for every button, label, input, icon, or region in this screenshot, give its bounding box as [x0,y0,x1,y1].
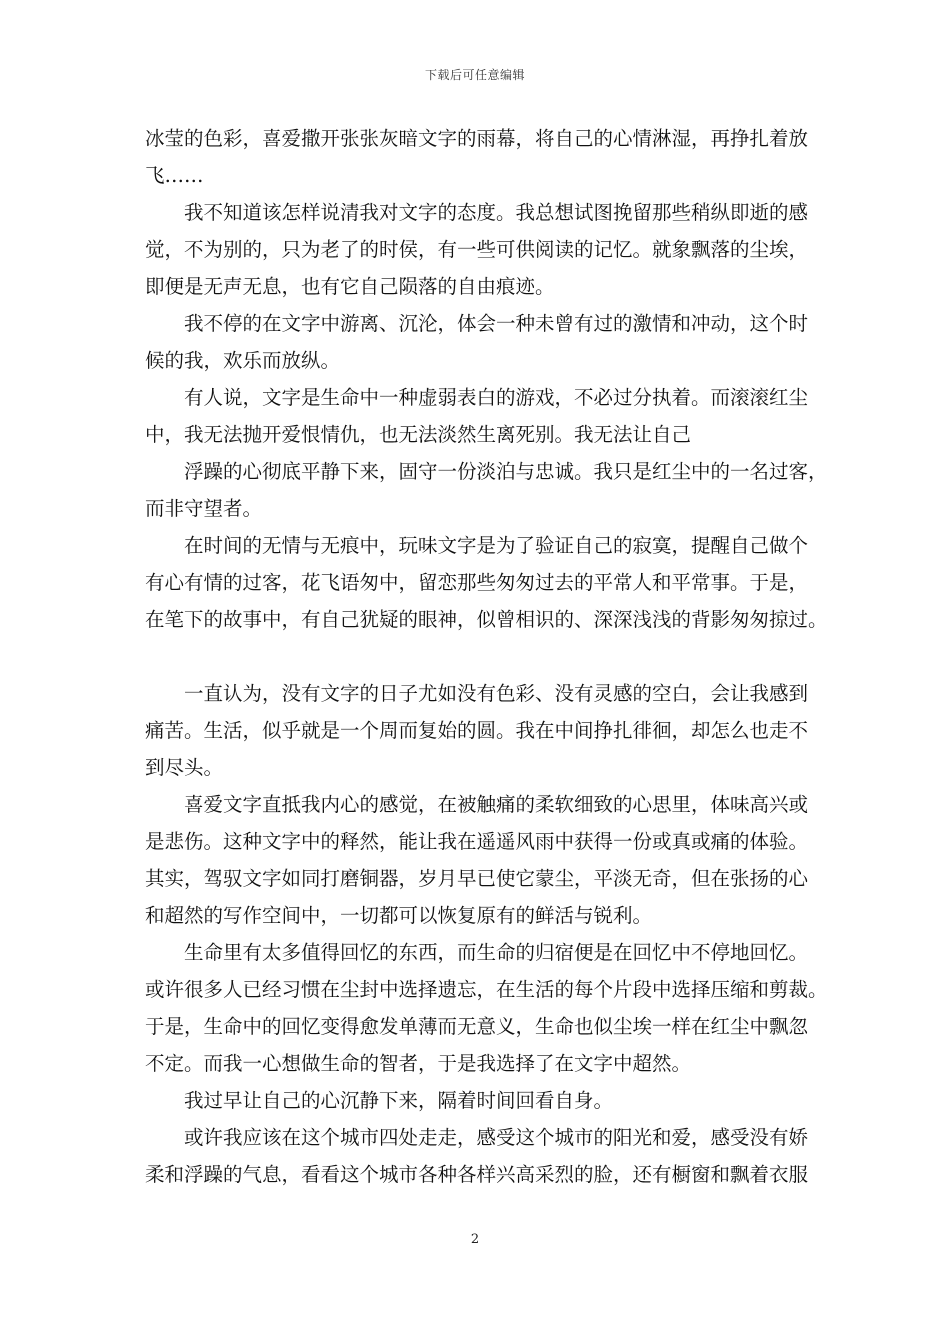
text-line: 或许我应该在这个城市四处走走，感受这个城市的阳光和爱，感受没有娇 [184,1126,809,1149]
text-line: 有心有情的过客，花飞语匆中，留恋那些匆匆过去的平常人和平常事。于是， [145,571,809,594]
text-line: 在时间的无情与无痕中，玩味文字是为了验证自己的寂寞，提醒自己做个 [184,534,809,557]
text-line: 其实，驾驭文字如同打磨铜器，岁月早已使它蒙尘，平淡无奇，但在张扬的心 [145,867,809,890]
text-line: 浮躁的心彻底平静下来，固守一份淡泊与忠诚。我只是红尘中的一名过客， [184,460,828,483]
text-line: 到尽头。 [145,756,224,779]
text-line: 觉，不为别的，只为老了的时侯，有一些可供阅读的记忆。就象飘落的尘埃， [145,238,809,261]
text-line: 我过早让自己的心沉静下来，隔着时间回看自身。 [184,1089,614,1112]
text-line: 是悲伤。这种文字中的释然，能让我在遥遥风雨中获得一份或真或痛的体验。 [145,830,809,853]
text-line: 候的我，欢乐而放纵。 [145,349,341,372]
blank-line [145,638,810,675]
page-header: 下载后可任意编辑 [424,68,525,82]
text-line: 有人说，文字是生命中一种虚弱表白的游戏，不必过分执着。而滚滚红尘 [184,386,809,409]
text-line: 柔和浮躁的气息，看看这个城市各种各样兴高采烈的脸，还有橱窗和飘着衣服 [145,1163,809,1186]
text-line: 在笔下的故事中，有自己犹疑的眼神，似曾相识的、深深浅浅的背影匆匆掠过。 [145,608,828,631]
text-line: 生命里有太多值得回忆的东西，而生命的归宿便是在回忆中不停地回忆。 [184,941,809,964]
text-line: 痛苦。生活，似乎就是一个周而复始的圆。我在中间挣扎徘徊，却怎么也走不 [145,719,809,742]
text-line: 冰莹的色彩，喜爱撒开张张灰暗文字的雨幕，将自己的心情淋湿，再挣扎着放 [145,127,809,150]
document-body [145,120,828,1193]
text-line: 我不停的在文字中游离、沉沦，体会一种未曾有过的激情和冲动，这个时 [184,312,809,335]
text-line: 飞…… [145,164,204,187]
text-line: 一直认为，没有文字的日子尤如没有色彩、没有灵感的空白，会让我感到 [184,682,809,705]
text-line: 于是，生命中的回忆变得愈发单薄而无意义，生命也似尘埃一样在红尘中飘忽 [145,1015,809,1038]
text-line: 和超然的写作空间中，一切都可以恢复原有的鲜活与锐利。 [145,904,653,927]
page-number: 2 [470,1232,480,1247]
text-line: 即便是无声无息，也有它自己陨落的自由痕迹。 [145,275,555,298]
text-line: 而非守望者。 [145,497,263,520]
text-line: 或许很多人已经习惯在尘封中选择遗忘，在生活的每个片段中选择压缩和剪裁。 [145,978,828,1001]
text-line: 我不知道该怎样说清我对文字的态度。我总想试图挽留那些稍纵即逝的感 [184,201,809,224]
text-line: 不定。而我一心想做生命的智者，于是我选择了在文字中超然。 [145,1052,692,1075]
text-line: 喜爱文字直抵我内心的感觉，在被触痛的柔软细致的心思里，体味高兴或 [184,793,809,816]
text-line: 中，我无法抛开爱恨情仇，也无法淡然生离死别。我无法让自己 [145,423,692,446]
